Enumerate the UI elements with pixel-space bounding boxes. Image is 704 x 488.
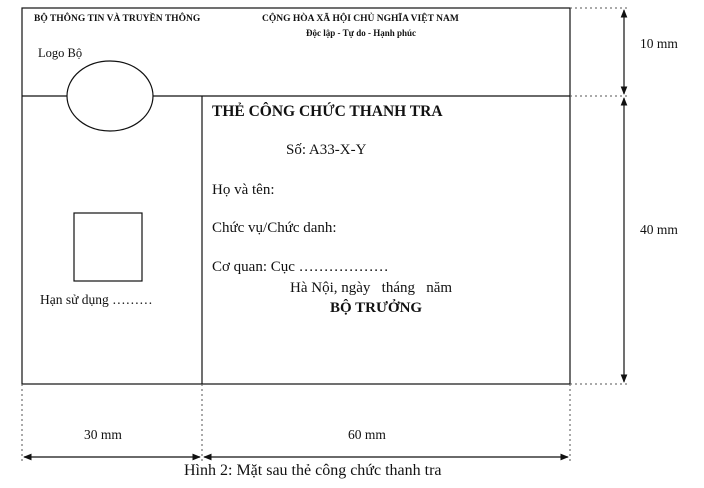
name-label: Họ và tên: bbox=[212, 182, 275, 198]
card-number: Số: A33-X-Y bbox=[286, 142, 367, 158]
dim-label-right: 60 mm bbox=[348, 427, 386, 442]
expiry-label: Hạn sử dụng ……… bbox=[40, 292, 153, 307]
logo-ellipse bbox=[67, 61, 153, 131]
dim-label-main: 40 mm bbox=[640, 222, 678, 237]
position-label: Chức vụ/Chức danh: bbox=[212, 220, 337, 236]
republic-name: CỘNG HÒA XÃ HỘI CHỦ NGHĨA VIỆT NAM bbox=[262, 14, 459, 24]
card-title: THẺ CÔNG CHỨC THANH TRA bbox=[212, 103, 443, 120]
place-date: Hà Nội, ngày tháng năm bbox=[290, 280, 453, 296]
dim-label-top: 10 mm bbox=[640, 36, 678, 51]
ministry-name: BỘ THÔNG TIN VÀ TRUYỀN THÔNG bbox=[34, 14, 201, 24]
agency-label: Cơ quan: Cục ……………… bbox=[212, 259, 389, 275]
logo-label: Logo Bộ bbox=[38, 46, 83, 60]
motto: Độc lập - Tự do - Hạnh phúc bbox=[306, 28, 417, 38]
photo-box bbox=[74, 213, 142, 281]
signer-title: BỘ TRƯỞNG bbox=[330, 300, 423, 316]
figure-caption: Hình 2: Mặt sau thẻ công chức thanh tra bbox=[184, 462, 442, 479]
dim-label-left: 30 mm bbox=[84, 427, 122, 442]
